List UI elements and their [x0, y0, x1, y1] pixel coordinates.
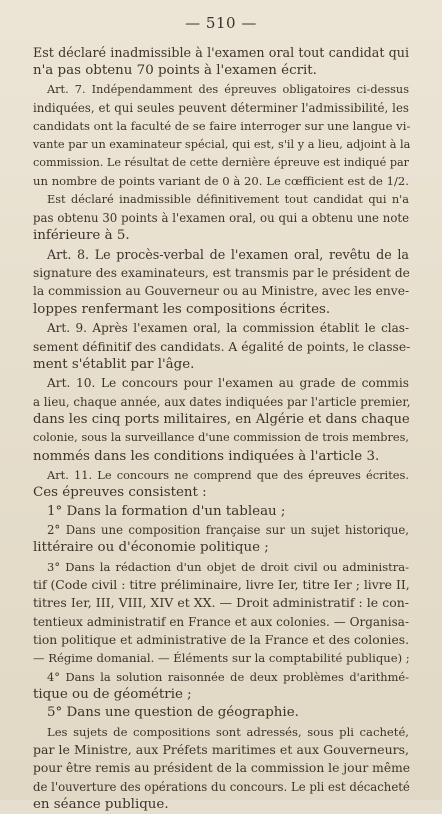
- text-line: — Régime domanial. — Éléments sur la comptabilité publique) ;: [33, 651, 410, 666]
- text-line: sement définitif des candidats. A égalité de points, le classe-: [33, 339, 411, 354]
- text-line: loppes renfermant les compositions écrites.: [33, 301, 331, 317]
- text-line: Art. 11. Le concours ne comprend que des épreuves écrites.: [47, 467, 409, 482]
- text-line: de l'ouverture des opérations du concours. Le pli est décacheté: [33, 779, 410, 794]
- text-line: Art. 9. Après l'examen oral, la commission établit le clas-: [47, 321, 409, 336]
- text-line: 3° Dans la rédaction d'un objet de droit civil ou administra-: [47, 559, 409, 574]
- text-line: n'a pas obtenu 70 points à l'examen écrit.: [33, 63, 317, 79]
- text-line: candidats ont la faculté de se faire interroger sur une langue vi-: [33, 119, 411, 134]
- text-line: Est déclaré inadmissible à l'examen oral tout candidat qui: [33, 45, 409, 60]
- text-line: commission. Le résultat de cette dernière épreuve est indiqué par: [33, 156, 409, 170]
- text-line: pas obtenu 30 points à l'examen oral, ou qui a obtenu une note: [33, 211, 409, 226]
- text-line: Art. 7. Indépendamment des épreuves obligatoires ci-dessus: [47, 82, 409, 96]
- text-line: pour être remis au président de la commission le jour même: [33, 761, 411, 776]
- text-line: Art. 10. Le concours pour l'examen au grade de commis: [47, 376, 409, 391]
- text-line: Ces épreuves consistent :: [33, 485, 207, 501]
- text-line: nommés dans les conditions indiquées à l'article 3.: [33, 448, 380, 464]
- text-line: par le Ministre, aux Préfets maritimes et aux Gouverneurs,: [33, 742, 409, 758]
- text-line: Art. 8. Le procès-verbal de l'examen oral, revêtu de la: [47, 246, 409, 262]
- text-line: en séance publique.: [33, 797, 169, 813]
- text-line: ment s'établit par l'âge.: [33, 356, 195, 372]
- text-line: vante par un examinateur spécial, qui est, s'il y a lieu, adjoint à la: [33, 137, 411, 151]
- text-line: tif (Code civil : titre préliminaire, livre Ier, titre Ier ; livre II,: [33, 576, 410, 592]
- text-line: un nombre de points variant de 0 à 20. Le cœfficient est de 1/2.: [33, 174, 409, 189]
- text-line: tique ou de géométrie ;: [33, 687, 192, 703]
- text-line: titres Ier, III, VIII, XIV et XX. — Droit administratif : le con-: [33, 595, 409, 611]
- body-text: [33, 44, 409, 814]
- text-line: Les sujets de compositions sont adressés, sous pli cacheté,: [47, 724, 409, 739]
- text-line: signature des examinateurs, est transmis par le président de: [33, 266, 410, 281]
- text-line: a lieu, chaque année, aux dates indiquées par l'article premier,: [33, 394, 411, 409]
- text-line: tentieux administratif en France et aux colonies. — Organisa-: [33, 614, 409, 629]
- text-line: 1° Dans la formation d'un tableau ;: [47, 503, 286, 519]
- page-number: — 510 —: [185, 14, 257, 32]
- text-line: dans les cinq ports militaires, en Algérie et dans chaque: [33, 411, 410, 427]
- text-line: colonie, sous la surveillance d'une commission de trois membres,: [33, 431, 409, 445]
- text-line: 5° Dans une question de géographie.: [47, 705, 299, 721]
- text-line: 2° Dans une composition française sur un sujet historique,: [47, 522, 409, 537]
- text-line: littéraire ou d'économie politique ;: [33, 540, 269, 556]
- text-line: la commission au Gouverneur ou au Ministre, avec les enve-: [33, 284, 410, 299]
- text-line: tion politique et administrative de la France et des colonies.: [33, 633, 409, 647]
- text-line: indiquées, et qui seules peuvent déterminer l'admissibilité, les: [33, 101, 409, 116]
- text-line: Est déclaré inadmissible définitivement tout candidat qui n'a: [47, 192, 409, 206]
- text-line: 4° Dans la solution raisonnée de deux problèmes d'arithmé-: [47, 669, 409, 684]
- text-line: inférieure à 5.: [33, 228, 130, 244]
